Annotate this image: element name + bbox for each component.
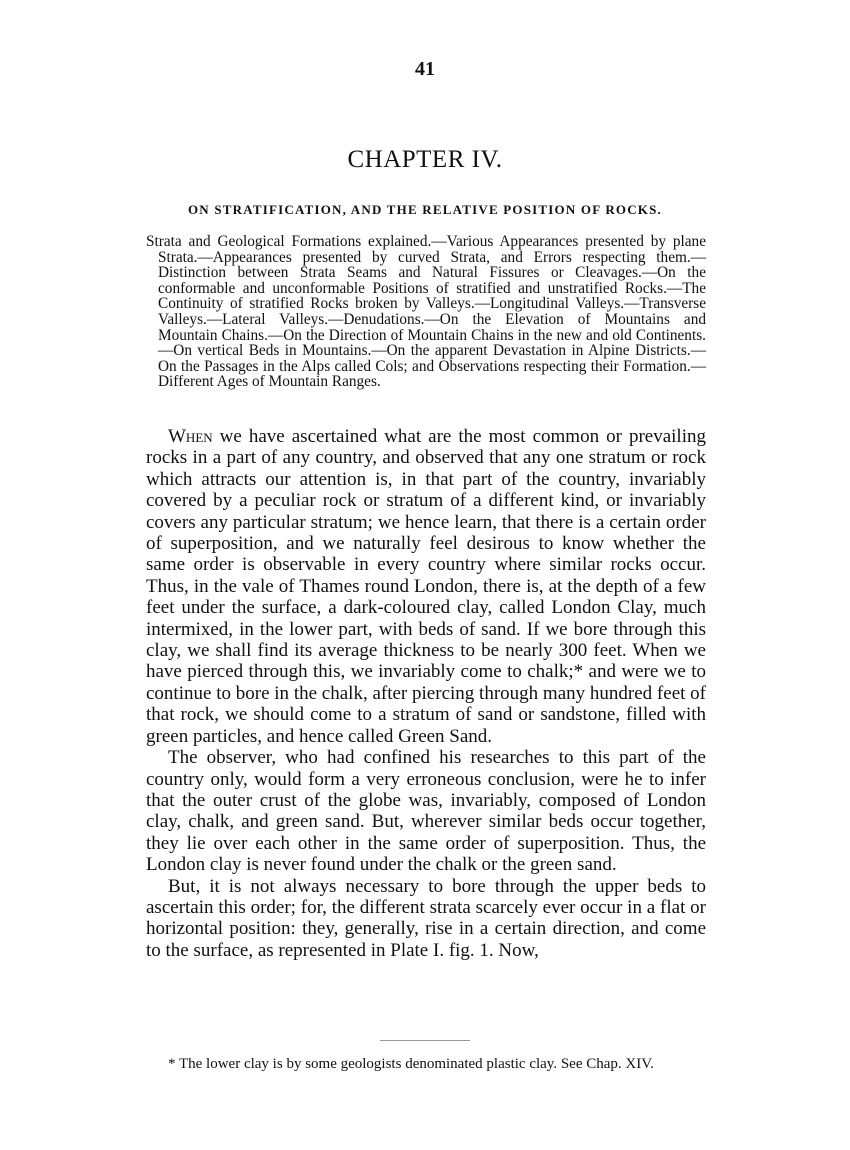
body-paragraph-1 bbox=[146, 426, 706, 747]
body-paragraph-2: The observer, who had confined his researches to this part of the country only, would form a very erroneous conclusion, were he to infer that the outer crust of the globe was, invariably, composed of London clay, chalk, and green sand. But, wherever similar beds occur together, they lie over each other in the same order of superposition. Thus, the London clay is never found under the chalk or the green sand. bbox=[146, 747, 706, 876]
chapter-synopsis bbox=[146, 234, 706, 390]
synopsis-text: Strata and Geological Formations explained.—Various Appearances presented by plane Strata.—Appearances presented by curved Strata, and Errors respecting them.—Distinction between Strata Seams and Natural Fissures or Cleavages.—On the conformable and unconformable Positions of stratified and unstratified Rocks.—The Continuity of stratified Rocks broken by Valleys.—Longitudinal Valleys.—Transverse Valleys.—Lateral Valleys.—Denudations.—On the Elevation of Mountains and Mountain Chains.—On the Direction of Mountain Chains in the new and old Continents.—On vertical Beds in Mountains.—On the apparent Devastation in Alpine Districts.—On the Passages in the Alps called Cols; and Observations respecting their Formation.—Different Ages of Mountain Ranges. bbox=[146, 233, 706, 391]
footnote bbox=[146, 1056, 706, 1073]
footnote-text: * The lower clay is by some geologists denominated plastic clay. See Chap. XIV. bbox=[168, 1056, 654, 1072]
body-paragraph-3: But, it is not always necessary to bore through the upper beds to ascertain this order; for, the different strata scarcely ever occur in a flat or horizontal position: they, generally, rise in a certain direction, and come to the surface, as represented in Plate I. fig. 1. Now, bbox=[146, 875, 706, 961]
chapter-subtitle: ON STRATIFICATION, AND THE RELATIVE POSITION OF ROCKS. bbox=[187, 202, 662, 217]
page-number: 41 bbox=[415, 58, 435, 80]
body-text bbox=[146, 426, 706, 961]
paragraph-1-text: we have ascertained what are the most common or prevailing rocks in a part of any country, and observed that any one stratum or rock which attracts our attention is, in that part of the country, invariably covered by a peculiar rock or stratum of a different kind, or invariably covers any particular stratum; we hence learn, that there is a certain order of superposition, and we naturally feel desirous to know whether the same order is observable in every country where similar rocks occur. Thus, in the vale of Thames round London, there is, at the depth of a few feet under the surface, a dark-coloured clay, called London Clay, much intermixed, in the lower part, with beds of sand. If we bore through this clay, we shall find its average thickness to be nearly 300 feet. When we have pierced through this, we invariably come to chalk;* and were we to continue to bore in the chalk, after piercing through many hundred feet of that rock, we should come to a stratum of sand or sandstone, filled with green particles, and hence called Green Sand. bbox=[146, 426, 706, 747]
paragraph-lead-word: When bbox=[168, 426, 213, 447]
footnote-divider bbox=[380, 1040, 470, 1041]
chapter-title: CHAPTER IV. bbox=[347, 146, 503, 173]
